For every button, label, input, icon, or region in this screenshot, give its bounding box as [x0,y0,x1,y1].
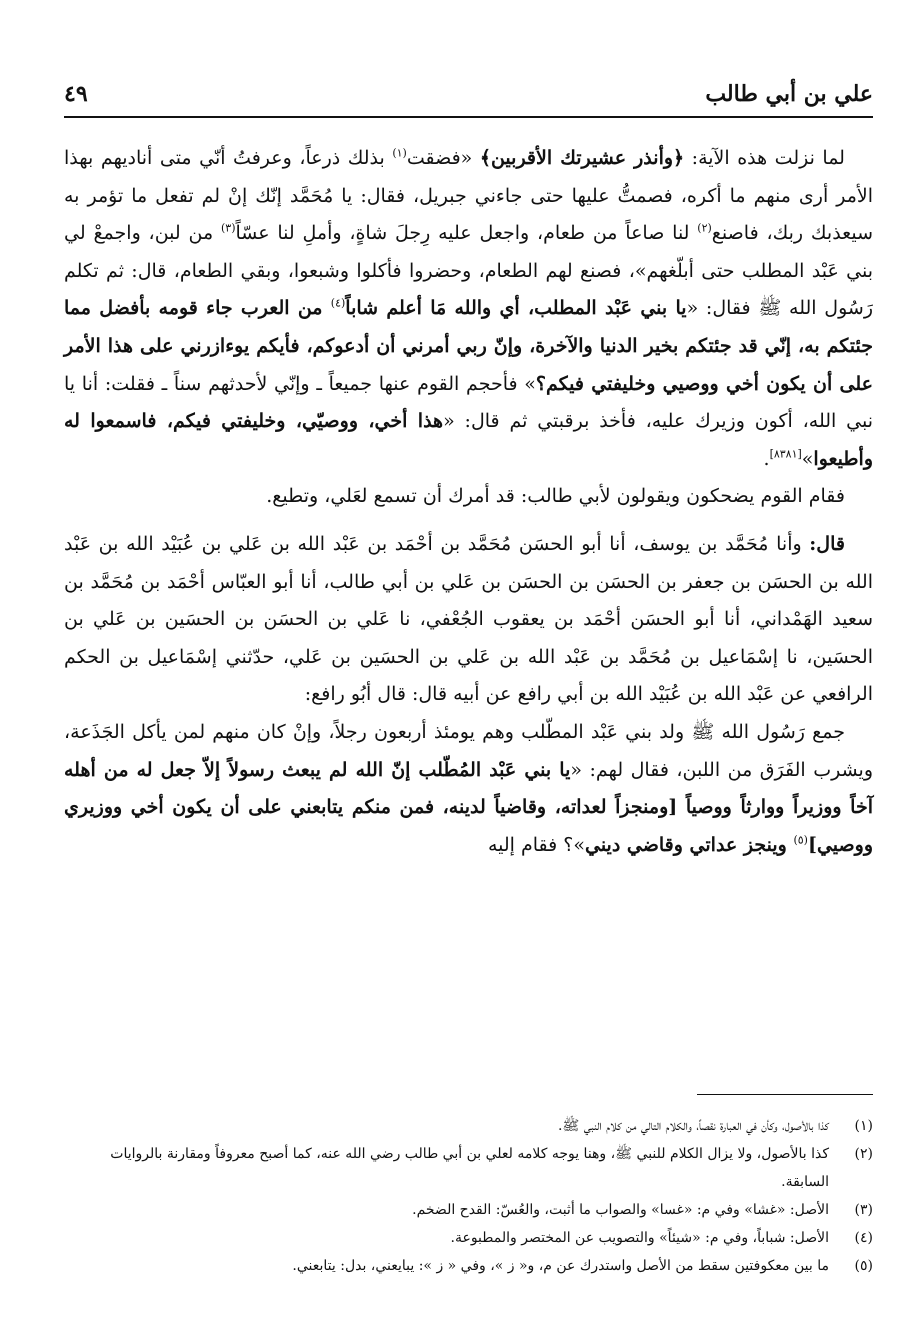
footnote [64,1224,873,1252]
footnote-text: الأصل: شباباً، وفي م: «شيئاً» والتصويب عن المختصر والمطبوعة. [450,1230,829,1246]
paragraph-3 [64,526,873,714]
text-span: «فضقت [406,147,480,169]
text-span: لما نزلت هذه الآية: [684,147,845,169]
paragraph-4 [64,714,873,864]
text-span: . [763,447,770,470]
footnote-number: (٤) [854,1230,873,1246]
footnote-text: الأصل: «غشا» وفي م: «غسا» والصواب ما أثبت، والعُسّ: القدح الضخم. [412,1202,829,1218]
text-span: لنا صاعاً من طعام، واجعل عليه رِجلَ شاةٍ، وأملِ لنا عسّاً [235,222,698,245]
footnote [64,1140,873,1196]
footnote-text: كذا بالأصول، وكأن في العبارة نقصاً، والكلام التالي من كلام النبي ﷺ. [557,1118,829,1134]
paragraph-2: فقام القوم يضحكون ويقولون لأبي طالب: قد أمرك أن تسمع لعَلي، وتطيع. [266,485,845,508]
hadith-bold: وينجز عداتي وقاضي ديني [584,833,794,856]
paragraph-1 [64,140,873,478]
footnote-ref: (١) [392,146,407,160]
footnote-divider [697,1094,873,1095]
text-span: جمع رَسُول الله ﷺ ولد بني عَبْد المطّلب وهم يومئذ أربعون رجلاً، وإنْ كان منهم لمن يأكل الجَذَعة، ويشرب الفَرَق من اللبن، فقال لهم: « [64,720,873,781]
text-span: » فأحجم القوم عنها جميعاً ـ وإنّي لأحدثهم سناً ـ فقلت: أنا يا نبي الله، أكون وزيرك عليه، فأخذ برقبتي ثم قال: « [64,372,873,433]
hadith-bold: يا بني عَبْد المطلب، أي والله مَا أعلم شاباً [345,297,687,320]
running-header [64,72,873,118]
footnote-number: (١) [854,1118,873,1134]
text-span: بذلك ذرعاً، وعرفتُ أنّي متى أناديهم بهذا الأمر أرى منهم ما أكره، فصمتُّ عليها حتى جاءني جبريل، فقال: يا مُحَمَّد إنّك إنْ لم تفعل ما تؤمر به سيعذبك ربك، فاصنع [64,147,873,245]
footnote-ref: (٥) [793,833,808,847]
footnote [64,1252,873,1280]
main-text [64,140,873,864]
text-span: »؟ فقام إليه [487,833,585,856]
footnote-ref: (٢) [697,221,712,235]
footnote-text: كذا بالأصول، ولا يزال الكلام للنبي ﷺ، وهنا يوجه كلامه لعلي بن أبي طالب رضي الله عنه، كما أصبح معروفاً ومقارنة بالروايات السابقة. [110,1146,829,1190]
footnote-ref: (٤) [330,297,346,311]
header-title: علي بن أبي طالب [705,81,873,107]
hadith-number: [٨٣٨١] [769,447,802,461]
footnote [64,1112,873,1140]
hadith-bold: يا بني عَبْد المُطّلب إنّ الله لم يبعث رسولاً إلاّ جعل له من أهله آخاً ووزيراً ووارثاً ووصياً [ومنجزاً لعداته، وقاضياً لدينه، فمن منكم يتابعني على أن يكون أخي ووزيري ووصيي] [64,758,873,856]
hadith-bold: من العرب جاء قومه بأفضل مما جئتكم به، إنّي قد جئتكم بخير الدنيا والآخرة، وإنّ ربي أمرني أن أدعوكم، فأيكم يوءازرني على هذا الأمر على أن يكون أخي ووصيي وخليفتي فيكم؟ [64,297,873,395]
footnotes [64,1112,873,1280]
text-span: » [801,447,814,470]
hadith-bold: هذا أخي، ووصيّي، وخليفتي فيكم، فاسمعوا له وأطيعوا [64,410,873,470]
footnote-number: (٢) [854,1146,873,1162]
isnad-text: وأنا مُحَمَّد بن يوسف، أنا أبو الحسَن مُحَمَّد بن أحْمَد بن عَبْد الله بن عَلي بن عُبَيْد الله بن عَبْد الله بن الحسَن بن جعفر بن الحسَن بن الحسَن بن عَلي بن أبي طالب، أنا أبو العبّاس أحْمَد بن مُحَمَّد بن سعيد الهَمْداني، أنا أبو الحسَن أحْمَد بن يعقوب الجُعْفي، نا عَلي بن الحسَن بن الحسَين بن عَلي بن الحسَين، نا إسْمَاعيل بن مُحَمَّد بن عَبْد الله بن عَلي بن الحسَين بن عَلي، حدّثني إسْمَاعيل بن الحكم الرافعي عن عَبْد الله بن عُبَيْد الله بن أبي رافع عن أبيه قال: قال أبُو رافع: [64,532,873,706]
footnote [64,1196,873,1224]
page-number: ٤٩ [64,81,88,107]
footnote-ref: (٣) [220,221,236,235]
footnote-number: (٥) [854,1258,873,1274]
footnote-number: (٣) [854,1202,873,1218]
quran-verse: ﴿وأنذر عشيرتك الأقربين﴾ [479,147,685,169]
qala-label: قال: [809,532,845,555]
text-span: من لبن، واجمعْ لي بني عَبْد المطلب حتى أبلّغهم»، فصنع لهم الطعام، وحضروا فأكلوا وشبعوا، وبقي الطعام، قال: ثم تكلم رَسُول الله ﷺ فقال: « [64,222,873,320]
footnote-text: ما بين معكوفتين سقط من الأصل واستدرك عن م، و« ز »، وفي « ز »: يبايعني، بدل: يتابعني. [292,1258,829,1274]
